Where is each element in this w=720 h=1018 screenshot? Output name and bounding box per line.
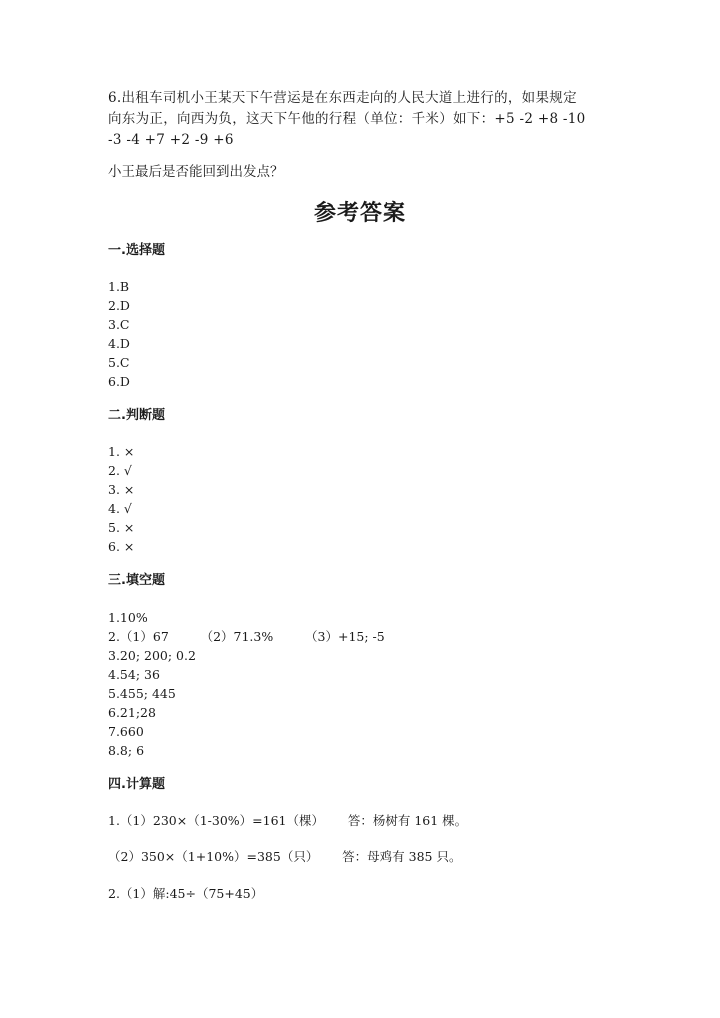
list-item: 4.D: [108, 336, 130, 351]
list-item: 1.B: [108, 279, 130, 294]
question-6-line: 向东为正，向西为负，这天下午他的行程（单位：千米）如下：+5 -2 +8 -10: [108, 111, 586, 127]
calc-answer-line: 2.（1）解:45÷（75+45）: [108, 886, 264, 901]
judge-answer-list: [108, 442, 134, 556]
list-item: 3.C: [108, 317, 130, 332]
answers-title: 参考答案: [313, 200, 406, 226]
list-item: 4. √: [108, 501, 132, 516]
list-item: 2.（1）67 （2）71.3% （3）+15; -5: [108, 629, 385, 644]
list-item: 1. ×: [108, 444, 135, 459]
section-heading-choice: 一.选择题: [108, 243, 165, 258]
list-item: 5.C: [108, 355, 130, 370]
list-item: 6.D: [108, 374, 130, 389]
list-item: 2. √: [108, 463, 132, 478]
list-item: 1.10%: [108, 610, 148, 625]
list-item: 2.D: [108, 298, 130, 313]
section-heading-judge: 二.判断题: [108, 408, 165, 423]
question-6-line: -3 -4 +7 +2 -9 +6: [108, 132, 234, 148]
list-item: 5.455; 445: [108, 686, 176, 701]
calc-answer-line: 1.（1）230×（1-30%）=161（棵） 答：杨树有 161 棵。: [108, 813, 468, 828]
question-6: [108, 88, 608, 151]
list-item: 5. ×: [108, 520, 135, 535]
section-heading-fill: 三.填空题: [108, 573, 165, 588]
section-heading-calc: 四.计算题: [108, 777, 165, 792]
list-item: 3.20; 200; 0.2: [108, 648, 196, 663]
list-item: 7.660: [108, 724, 144, 739]
list-item: 6. ×: [108, 539, 135, 554]
calc-answer-line: （2）350×（1+10%）=385（只） 答：母鸡有 385 只。: [108, 849, 462, 864]
fill-answer-list: [108, 608, 385, 760]
list-item: 4.54; 36: [108, 667, 160, 682]
list-item: 6.21;28: [108, 705, 156, 720]
question-6-ask: 小王最后是否能回到出发点？: [108, 164, 284, 180]
choice-answer-list: [108, 277, 130, 391]
list-item: 8.8; 6: [108, 743, 145, 758]
question-6-line: 6.出租车司机小王某天下午营运是在东西走向的人民大道上进行的，如果规定: [108, 90, 577, 106]
list-item: 3. ×: [108, 482, 135, 497]
